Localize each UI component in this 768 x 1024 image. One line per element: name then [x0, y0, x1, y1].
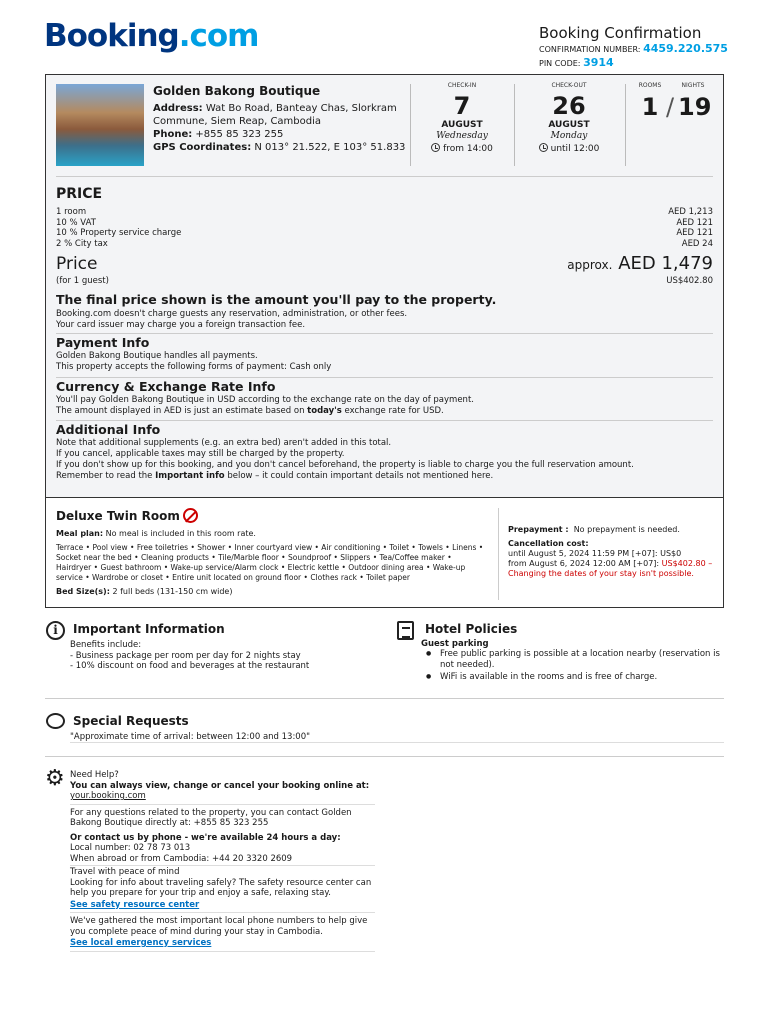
- additional-line: If you don't show up for this booking, and you don't cancel beforehand, the property is liable to charge you the full reservation amount.: [56, 460, 634, 470]
- confirmation-number-row: [539, 42, 728, 55]
- help-emergency-line: We've gathered the most important local phone numbers to help give: [70, 916, 368, 926]
- help-safety-line: Looking for info about traveling safely? The safety resource center can: [70, 877, 372, 888]
- hotel-details: [153, 102, 408, 154]
- prepayment-label: Prepayment :: [508, 525, 569, 534]
- important-heading: Important Information: [73, 622, 225, 636]
- info-icon: i: [46, 621, 65, 640]
- currency-text: exchange rate for USD.: [341, 406, 444, 416]
- bed-size: [56, 587, 486, 597]
- rooms-count: 1: [641, 93, 659, 121]
- confirmation-number: 4459.220.575: [643, 42, 728, 55]
- help-section: [70, 770, 375, 952]
- policies-subheading: Guest parking: [421, 639, 489, 649]
- policy-item: ● Free public parking is possible at a location nearby (reservation is not needed).: [421, 649, 721, 670]
- divider: [70, 865, 375, 866]
- policies-heading: Hotel Policies: [425, 622, 518, 636]
- additional-section: [56, 422, 716, 482]
- price-line: [56, 207, 713, 218]
- bed-size-text: 2 full beds (131-150 cm wide): [112, 587, 233, 596]
- divider: [56, 420, 713, 421]
- divider: [56, 377, 713, 378]
- additional-line: [56, 471, 716, 482]
- checkin-label: CHECK-IN: [447, 82, 477, 89]
- divider: [45, 756, 724, 757]
- pin-row: [539, 56, 614, 69]
- additional-text: below – it could contain important details not mentioned here.: [224, 471, 494, 481]
- checkout-block: [517, 82, 621, 154]
- payment-line: Golden Bakong Boutique handles all payments.: [56, 351, 258, 361]
- gear-icon: ⚙: [45, 766, 65, 791]
- currency-section: [56, 379, 716, 417]
- pin-label: PIN CODE:: [539, 59, 581, 68]
- help-phone-heading: Or contact us by phone - we're available 24 hours a day:: [70, 832, 341, 843]
- cancellation-fee: US$402.80 –: [661, 559, 713, 568]
- clock-icon: [431, 143, 440, 152]
- special-request-text: "Approximate time of arrival: between 12:00 and 13:00": [70, 732, 311, 742]
- gps-label: GPS Coordinates:: [153, 142, 252, 153]
- currency-line: [56, 406, 716, 417]
- confirmation-title: Booking Confirmation: [539, 24, 702, 42]
- checkout-month: AUGUST: [548, 120, 590, 130]
- phone-label: Phone:: [153, 129, 193, 140]
- divider: [56, 176, 713, 177]
- additional-line: If you cancel, applicable taxes may still be charged by the property.: [56, 449, 345, 459]
- currency-text: The amount displayed in AED is just an estimate based on: [56, 406, 308, 416]
- divider: [70, 742, 724, 743]
- help-emergency-line: you complete peace of mind during your stay in Cambodia.: [70, 926, 323, 937]
- price-line-label: 1 room: [56, 207, 87, 217]
- additional-text: Remember to read the: [56, 471, 156, 481]
- price-line-label: 10 % Property service charge: [56, 228, 182, 238]
- price-breakdown: [56, 207, 713, 249]
- help-abroad-number: When abroad or from Cambodia: +44 20 3320 2609: [70, 853, 293, 864]
- help-contact-line: For any questions related to the property, you can contact Golden: [70, 807, 352, 818]
- checkin-time: [412, 143, 512, 154]
- divider: [70, 804, 375, 805]
- checkin-weekday: Wednesday: [436, 131, 488, 141]
- checkout-day: 26: [552, 92, 586, 120]
- divider: [410, 84, 411, 166]
- pin-code: 3914: [583, 56, 614, 69]
- price-line-label: 2 % City tax: [56, 238, 108, 249]
- document-icon: [397, 621, 414, 640]
- total-price-usd: US$402.80: [666, 276, 713, 286]
- payment-heading: Payment Info: [56, 335, 150, 350]
- logo-tld: .com: [178, 18, 259, 54]
- hotel-gps: N 013° 21.522, E 103° 51.833: [254, 142, 406, 153]
- total-price-value: AED 1,479: [618, 253, 713, 274]
- meal-plan-text: No meal is included in this room rate.: [105, 529, 256, 538]
- important-line: - 10% discount on food and beverages at the restaurant: [70, 661, 310, 671]
- help-title: Need Help?: [70, 770, 119, 780]
- slash-divider: /: [666, 93, 675, 121]
- divider: [498, 508, 499, 600]
- room-name: Deluxe Twin Room: [56, 509, 180, 523]
- meal-plan: [56, 529, 486, 539]
- checkin-month: AUGUST: [441, 120, 483, 130]
- final-price-section: [56, 292, 716, 331]
- price-line: [56, 239, 713, 250]
- price-line-value: AED 121: [676, 228, 713, 238]
- meal-plan-label: Meal plan:: [56, 529, 104, 538]
- confirmation-number-label: CONFIRMATION NUMBER:: [539, 45, 641, 54]
- clock-icon: [539, 143, 548, 152]
- policy-item: ● WiFi is available in the rooms and is free of charge.: [421, 672, 721, 683]
- currency-today: today's: [307, 406, 342, 416]
- hotel-photo: [56, 84, 144, 166]
- checkin-time-text: from 14:00: [443, 144, 493, 154]
- additional-line: Note that additional supplements (e.g. an extra bed) aren't added in this total.: [56, 438, 392, 448]
- rooms-label: ROOMS: [638, 82, 662, 89]
- important-line: - Business package per room per day for 2 nights stay: [70, 650, 301, 661]
- checkout-label: CHECK-OUT: [551, 82, 587, 89]
- price-line-value: AED 1,213: [668, 207, 713, 217]
- nights-count: 19: [678, 93, 712, 121]
- hotel-name: Golden Bakong Boutique: [153, 84, 321, 98]
- booking-logo: [44, 18, 259, 54]
- hotel-phone: +855 85 323 255: [195, 129, 284, 140]
- currency-heading: Currency & Exchange Rate Info: [56, 379, 276, 394]
- total-price-label: Price: [56, 254, 98, 274]
- approx-label: approx.: [567, 258, 613, 272]
- safety-center-link[interactable]: See safety resource center: [70, 899, 200, 910]
- hotel-address: Wat Bo Road, Banteay Chas, Slorkram Commune, Siem Reap, Cambodia: [153, 103, 397, 127]
- help-peace: Travel with peace of mind: [70, 867, 180, 877]
- important-line: Benefits include:: [70, 640, 142, 650]
- bed-size-label: Bed Size(s):: [56, 587, 110, 596]
- currency-line: You'll pay Golden Bakong Boutique in USD according to the exchange rate on the day of payment.: [56, 395, 474, 405]
- checkin-day: 7: [453, 92, 471, 120]
- speech-bubble-icon: [46, 713, 65, 729]
- no-smoking-icon: [183, 508, 198, 523]
- price-line-value: AED 24: [681, 238, 713, 249]
- final-price-line: Your card issuer may charge you a foreign transaction fee.: [56, 320, 306, 330]
- help-safety-line: help you prepare for your trip and enjoy a safe, relaxing stay.: [70, 888, 331, 898]
- additional-heading: Additional Info: [56, 422, 161, 437]
- divider: [45, 698, 724, 699]
- important-content: [70, 640, 370, 672]
- cancellation-label: Cancellation cost:: [508, 539, 589, 548]
- divider: [625, 84, 626, 166]
- help-manage: You can always view, change or cancel your booking online at:: [70, 780, 370, 791]
- price-line-label: 10 % VAT: [56, 217, 96, 228]
- checkin-block: [412, 82, 512, 154]
- date-change-warning: Changing the dates of your stay isn't possible.: [508, 569, 694, 578]
- room-amenities: Terrace • Pool view • Free toiletries • Shower • Inner courtyard view • Air conditioning • Toilet • Towels • Linens • Socket near the bed • Cleaning products • Tile/Marble floor • Soundproof • Slippers • Tea/Coffee maker • Hairdryer • Guest bathroom • Wake-up service/Alarm clock • Electric kettle • Outdoor dining area • Wake-up service • Wardrobe or closet • Entire unit located on ground floor • Clothes rack • Toilet paper: [56, 543, 484, 582]
- checkout-weekday: Monday: [550, 131, 588, 141]
- payment-section: [56, 335, 716, 373]
- checkout-time: [517, 143, 621, 154]
- cancellation-text: from August 6, 2024 12:00 AM [+07]:: [508, 559, 662, 568]
- divider: [70, 951, 375, 952]
- help-contact-line: Bakong Boutique directly at: +855 85 323 255: [70, 818, 269, 828]
- total-price: [567, 253, 713, 274]
- special-heading: Special Requests: [73, 714, 189, 728]
- final-price-line: Booking.com doesn't charge guests any reservation, administration, or other fees.: [56, 309, 408, 319]
- price-heading: PRICE: [56, 186, 103, 202]
- address-label: Address:: [153, 103, 203, 114]
- guest-count: (for 1 guest): [56, 276, 109, 286]
- cancellation: [508, 539, 718, 579]
- payment-line: This property accepts the following forms of payment: Cash only: [56, 362, 332, 372]
- manage-booking-link[interactable]: your.booking.com: [70, 791, 146, 801]
- price-line-value: AED 121: [676, 217, 713, 228]
- policies-list: [421, 649, 721, 683]
- divider: [56, 333, 713, 334]
- help-local-number: Local number: 02 78 73 013: [70, 843, 191, 853]
- cancellation-line: until August 5, 2024 11:59 PM [+07]: US$0: [508, 549, 682, 558]
- price-line: [56, 218, 713, 229]
- final-price-heading: The final price shown is the amount you'll pay to the property.: [56, 292, 497, 307]
- price-line: [56, 228, 713, 239]
- emergency-services-link[interactable]: See local emergency services: [70, 938, 212, 948]
- prepayment-text: No prepayment is needed.: [573, 525, 680, 534]
- divider: [514, 84, 515, 166]
- important-info-ref: Important info: [155, 471, 225, 481]
- divider: [70, 912, 375, 913]
- checkout-time-text: until 12:00: [550, 144, 600, 154]
- cancellation-line: [508, 559, 718, 569]
- room-title: [56, 508, 198, 523]
- nights-label: NIGHTS: [681, 82, 705, 89]
- prepayment: [508, 525, 718, 535]
- logo-name: Booking: [44, 18, 179, 54]
